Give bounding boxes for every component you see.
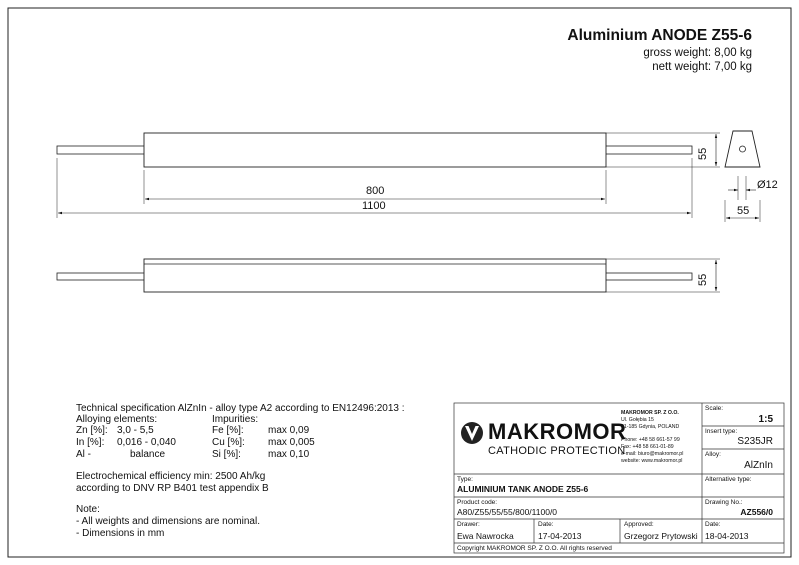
company-name: MAKROMOR SP. Z O.O. [621, 410, 679, 416]
company-phone: Phone: +48 58 661-57 99 [621, 437, 680, 443]
spec-alloy-el: Al - [76, 449, 91, 460]
company-logo-text: MAKROMOR [488, 419, 627, 444]
spec-alloy-val: 3,0 - 5,5 [117, 425, 154, 436]
spec-impurity-el: Fe [%]: [212, 425, 244, 436]
spec-alloy-val: 0,016 - 0,040 [117, 437, 176, 448]
company-street: Ul. Gołębia 15 [621, 417, 654, 423]
drawer-label: Drawer: [457, 521, 480, 528]
insert-label: Insert type: [705, 428, 738, 435]
dim-top-label: 55 [697, 147, 709, 160]
alloy-label: Alloy: [705, 451, 721, 458]
note-heading: Note: [76, 504, 100, 515]
type-value: ALUMINIUM TANK ANODE Z55-6 [457, 484, 589, 494]
approved-date-label: Date: [705, 521, 721, 528]
spec-impurity-el: Cu [%]: [212, 437, 245, 448]
spec-impurity-val: max 0,10 [268, 449, 310, 460]
anode-top-body [144, 133, 606, 167]
drawing-no-label: Drawing No.: [705, 499, 743, 506]
spec-alloy-val: balance [130, 449, 166, 460]
company-city: 81-185 Gdynia, POLAND [621, 424, 680, 430]
scale-label: Scale: [705, 405, 724, 412]
spec-efficiency: Electrochemical efficiency min: 2500 Ah/kg [76, 471, 266, 482]
dim-1100-label: 1100 [362, 200, 386, 212]
spec-heading: Technical specification AlZnIn - alloy type A2 according to EN12496:2013 : [76, 403, 405, 414]
drawer-date-label: Date: [538, 521, 554, 528]
spec-efficiency-standard: according to DNV RP B401 test appendix B [76, 483, 269, 494]
dim-800-label: 800 [366, 185, 385, 197]
dim-diameter-label: Ø12 [757, 179, 778, 191]
spec-alloy-el: In [%]: [76, 437, 105, 448]
drawer-date-value: 17-04-2013 [538, 531, 582, 541]
spec-impurities-heading: Impurities: [212, 414, 259, 425]
company-email: e-mail: biuro@makromor.pl [621, 451, 684, 457]
type-label: Type: [457, 476, 473, 483]
spec-alloy-el: Zn [%]: [76, 425, 108, 436]
note-item: - All weights and dimensions are nominal. [76, 516, 260, 527]
dim-side-label: 55 [697, 273, 709, 286]
drawing-no-value: AZ556/0 [740, 507, 773, 517]
company-fax: Fax: +48 58 661-01-89 [621, 444, 674, 450]
alt-type-label: Alternative type: [705, 476, 752, 483]
spec-impurity-val: max 0,09 [268, 425, 310, 436]
drawer-value: Ewa Nawrocka [457, 531, 514, 541]
product-code-value: A80/Z55/55/55/800/1100/0 [457, 507, 558, 517]
copyright: Copyright MAKROMOR SP. Z O.O. All rights reserved [457, 545, 612, 552]
company-subtitle: CATHODIC PROTECTION [488, 445, 626, 457]
nett-weight: nett weight: 7,00 kg [652, 61, 752, 73]
approved-date-value: 18-04-2013 [705, 531, 749, 541]
dim-width-label: 55 [737, 205, 750, 217]
scale-value: 1:5 [758, 414, 773, 425]
spec-impurity-val: max 0,005 [268, 437, 315, 448]
company-website: website: www.makromor.pl [621, 458, 683, 464]
makromor-logo-icon [461, 422, 483, 444]
note-item: - Dimensions in mm [76, 528, 165, 539]
approved-label: Approved: [624, 521, 654, 528]
alloy-value: AlZnIn [744, 460, 773, 471]
spec-alloying-heading: Alloying elements: [76, 414, 158, 425]
approved-value: Grzegorz Prytowski [624, 531, 698, 541]
anode-end-hole [740, 146, 746, 152]
gross-weight: gross weight: 8,00 kg [643, 47, 752, 59]
drawing-title: Aluminium ANODE Z55-6 [567, 27, 752, 44]
insert-value: S235JR [737, 436, 773, 447]
spec-impurity-el: Si [%]: [212, 449, 241, 460]
product-code-label: Product code: [457, 499, 498, 506]
